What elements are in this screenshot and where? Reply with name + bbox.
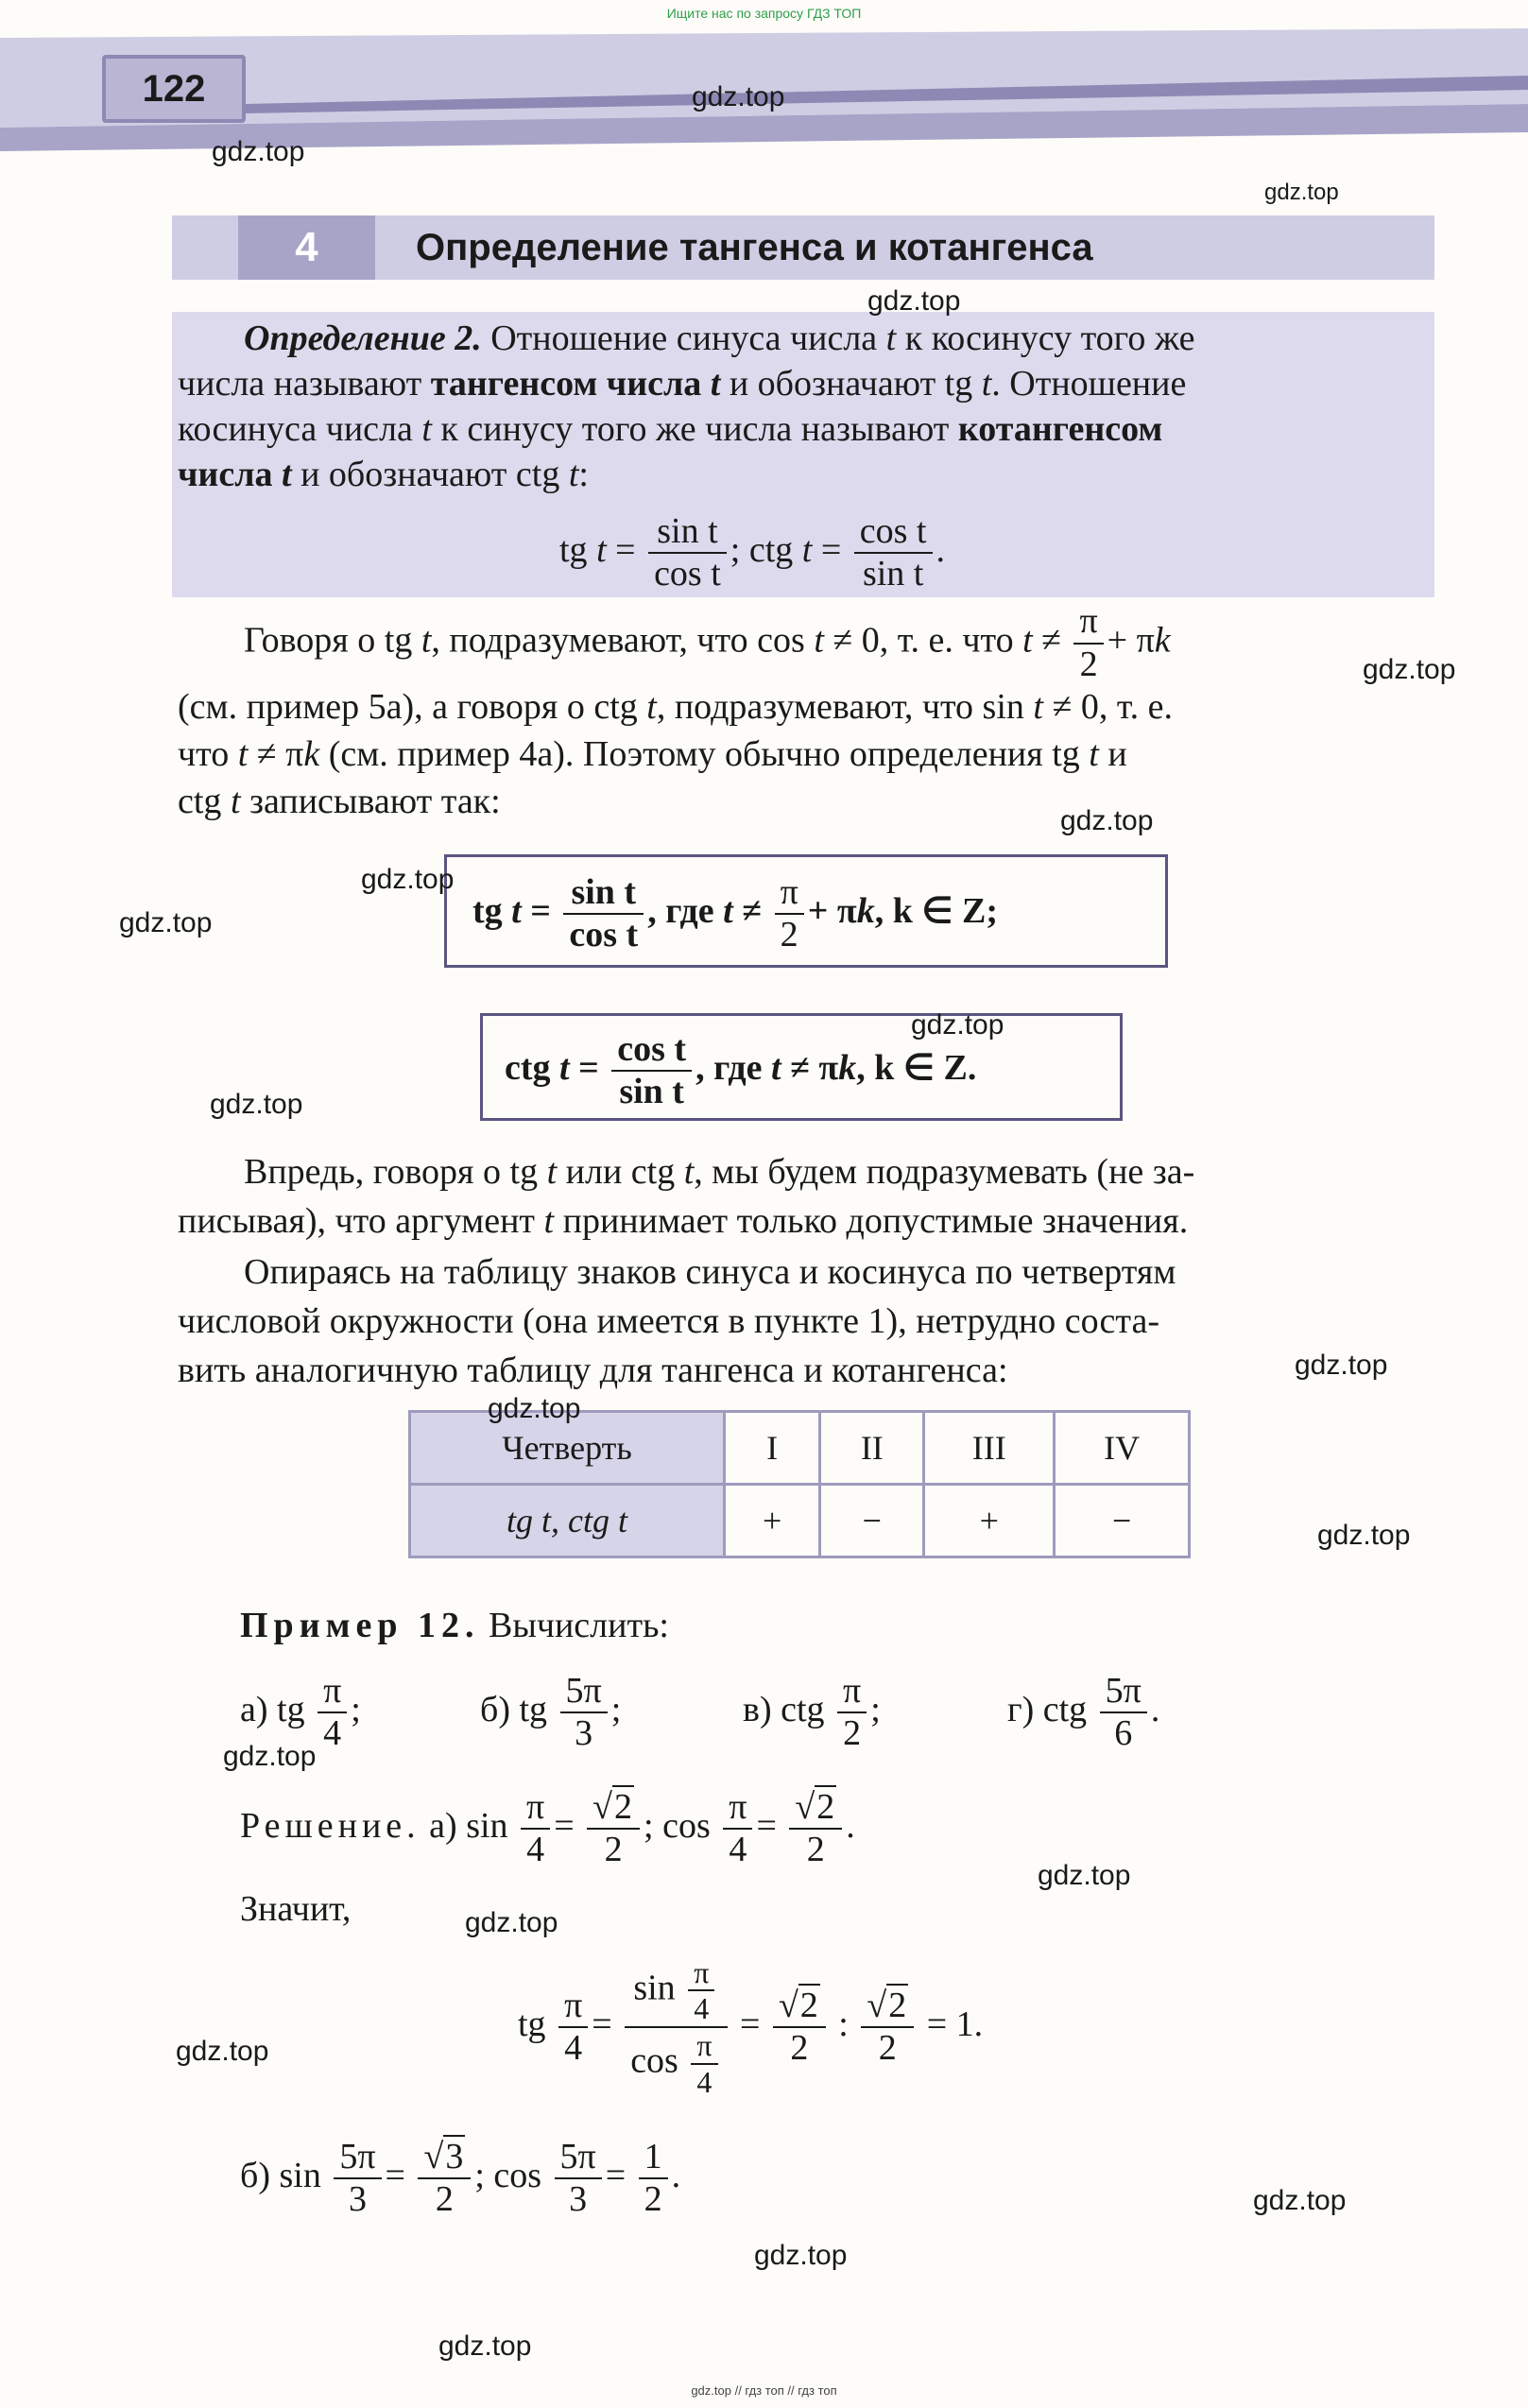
top-search-note: Ищите нас по запросу ГДЗ ТОП bbox=[666, 6, 862, 21]
solution-tg-computation: tg $\frac{\pi}{4}$ = sin $\frac{\pi}{4}$ cos $\frac{\pi}{4}$ = $\frac{√2}{2}$ : $\frac{√2}{2}$ = 1. bbox=[518, 1954, 984, 2100]
paragraph-2-line-2: писывая), что аргумент t принимает только допустимые значения. bbox=[178, 1201, 1189, 1241]
sign-table-row bbox=[410, 1485, 1190, 1557]
watermark: gdz.top bbox=[1253, 2185, 1347, 2216]
example-task-a: а) tg $\frac{\pi}{4}$ ; bbox=[240, 1670, 361, 1754]
paragraph-1-line-4: ctg t записывают так: bbox=[178, 782, 501, 821]
watermark: gdz.top bbox=[223, 1741, 317, 1772]
cotangent-definition-formula: ctg t = $\frac{\text{cos t}}{\text{sin t}}$ , где t ≠ πk, k ∈ Z. bbox=[505, 1028, 977, 1112]
watermark: gdz.top bbox=[210, 1089, 303, 1120]
paragraph-1-line-1: Говоря о tg t, подразумевают, что cos t ≠ 0, т. е. что t ≠ $\frac{\pi}{2}$ + πk bbox=[244, 601, 1171, 684]
sign-table bbox=[408, 1410, 1191, 1558]
watermark: gdz.top bbox=[911, 1009, 1004, 1041]
watermark: gdz.top bbox=[867, 285, 961, 317]
solution-line-a: Решение. а) sin $\frac{\pi}{4}$ = $\frac{√2}{2}$ ; cos $\frac{\pi}{4}$ = $\frac{√2}{2}$ . bbox=[240, 1786, 855, 1870]
paragraph-2-line-3: Опираясь на таблицу знаков синуса и косинуса по четвертям bbox=[244, 1252, 1176, 1292]
solution-therefore: Значит, bbox=[240, 1889, 352, 1929]
definition-line-4: числа t и обозначают ctg t: bbox=[178, 455, 589, 494]
tangent-definition-formula: tg t = $\frac{\text{sin t}}{\text{cos t}}$ , где t ≠ $\frac{\pi}{2}$ + πk, k ∈ Z; bbox=[472, 871, 998, 955]
watermark: gdz.top bbox=[1038, 1860, 1131, 1891]
watermark: gdz.top bbox=[1317, 1520, 1411, 1551]
table-sign-ii: − bbox=[820, 1485, 924, 1557]
definition-line-1: Определение 2. Отношение синуса числа t к косинусу того же bbox=[244, 318, 1195, 358]
definition-line-3: косинуса числа t к синусу того же числа называют котангенсом bbox=[178, 409, 1163, 449]
watermark: gdz.top bbox=[1363, 654, 1456, 685]
paragraph-1-line-2: (см. пример 5а), а говоря о ctg t, подразумевают, что sin t ≠ 0, т. е. bbox=[178, 687, 1173, 727]
example-heading: Пример 12. Вычислить: bbox=[240, 1606, 669, 1645]
page-number: 122 bbox=[142, 68, 206, 110]
watermark: gdz.top bbox=[465, 1907, 558, 1938]
table-row-label: tg t, ctg t bbox=[410, 1485, 725, 1557]
watermark: gdz.top bbox=[1060, 805, 1154, 836]
example-task-d: г) ctg $\frac{5\pi}{6}$ . bbox=[1007, 1670, 1160, 1754]
watermark: gdz.top bbox=[212, 136, 305, 167]
definition-formula: tg t = $\frac{\text{sin t}}{\text{cos t}}$ ; ctg t = $\frac{\text{cos t}}{\text{sin t}}$ . bbox=[559, 510, 945, 594]
table-sign-i: + bbox=[725, 1485, 820, 1557]
watermark: gdz.top bbox=[361, 864, 455, 895]
section-number: 4 bbox=[295, 224, 318, 270]
table-header-quarter: Четверть bbox=[410, 1412, 725, 1485]
paragraph-1-line-3: что t ≠ πk (см. пример 4а). Поэтому обычно определения tg t и bbox=[178, 734, 1127, 774]
watermark: gdz.top bbox=[754, 2240, 848, 2271]
example-task-c: в) ctg $\frac{\pi}{2}$ ; bbox=[743, 1670, 881, 1754]
table-header-iii: III bbox=[924, 1412, 1055, 1485]
watermark: gdz.top bbox=[438, 2331, 532, 2362]
footer-note: gdz.top // гдз топ // гдз топ bbox=[691, 2383, 837, 2398]
watermark: gdz.top bbox=[1264, 180, 1339, 205]
paragraph-2-line-1: Впредь, говоря о tg t или ctg t, мы будем подразумевать (не за- bbox=[244, 1152, 1195, 1192]
table-header-i: I bbox=[725, 1412, 820, 1485]
solution-line-b: б) sin $\frac{5\pi}{3}$ = $\frac{√3}{2}$ ; cos $\frac{5\pi}{3}$ = $\frac{1}{2}$ . bbox=[240, 2136, 681, 2220]
table-header-ii: II bbox=[820, 1412, 924, 1485]
definition-line-2: числа называют тангенсом числа t и обозначают tg t. Отношение bbox=[178, 364, 1187, 404]
example-task-b: б) tg $\frac{5\pi}{3}$ ; bbox=[480, 1670, 622, 1754]
table-sign-iv: − bbox=[1055, 1485, 1190, 1557]
paragraph-2-line-5: вить аналогичную таблицу для тангенса и котангенса: bbox=[178, 1350, 1008, 1390]
table-sign-iii: + bbox=[924, 1485, 1055, 1557]
watermark: gdz.top bbox=[488, 1393, 581, 1424]
section-title: Определение тангенса и котангенса bbox=[416, 227, 1093, 268]
watermark: gdz.top bbox=[1295, 1350, 1388, 1381]
watermark: gdz.top bbox=[119, 907, 213, 938]
watermark: gdz.top bbox=[176, 2036, 269, 2067]
paragraph-2-line-4: числовой окружности (она имеется в пункте 1), нетрудно соста- bbox=[178, 1301, 1160, 1341]
watermark: gdz.top bbox=[692, 81, 785, 112]
table-header-iv: IV bbox=[1055, 1412, 1190, 1485]
